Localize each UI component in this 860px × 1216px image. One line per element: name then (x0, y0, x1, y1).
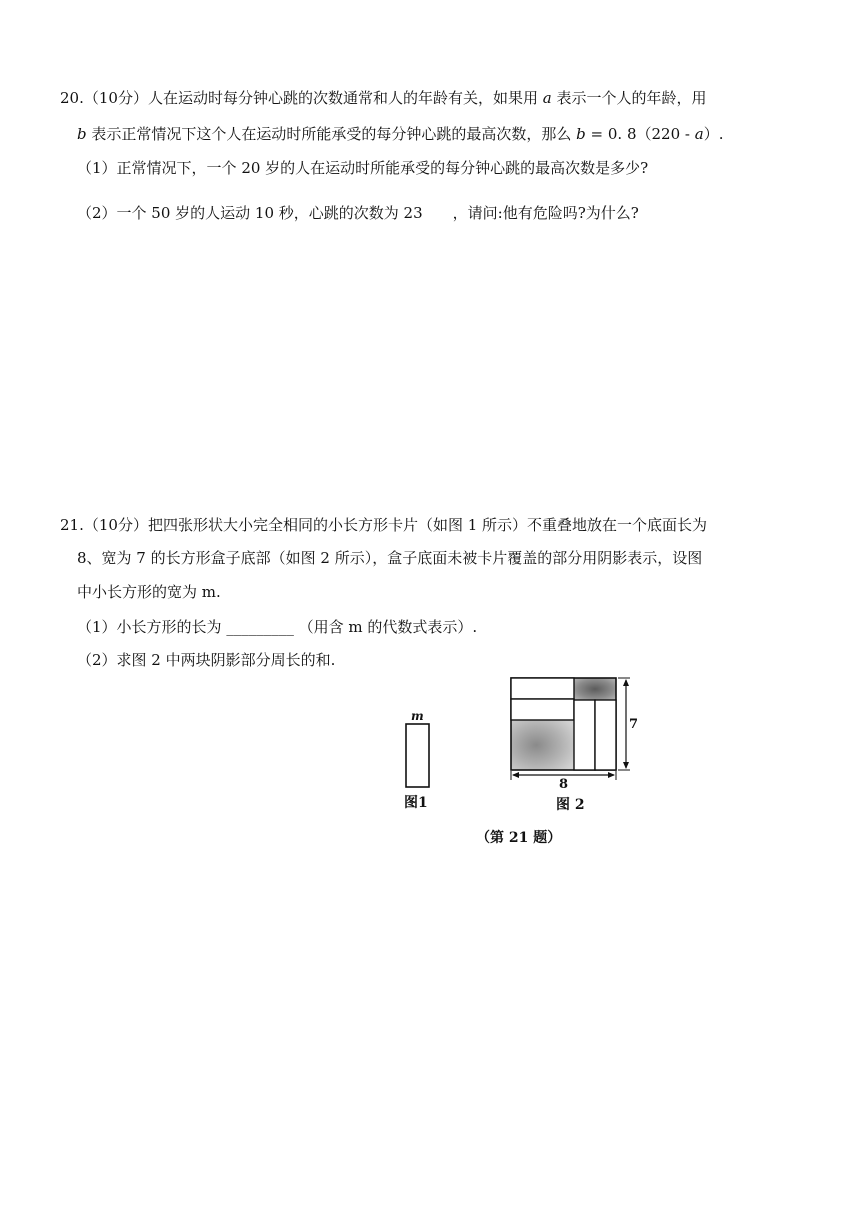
q20-var-b-2: b (576, 125, 586, 143)
answer-blank[interactable]: _________ (226, 618, 294, 636)
q20-formula-post: ）. (703, 125, 724, 143)
fig1-width-label: m (411, 709, 424, 723)
q21-line-3: 中小长方形的宽为 m. (77, 583, 221, 601)
card-horizontal-middle (511, 699, 574, 720)
small-rectangle-card (406, 724, 429, 787)
problem-caption: （第 21 题） (476, 830, 562, 846)
q20-line-1-pre: 20.（10分）人在运动时每分钟心跳的次数通常和人的年龄有关，如果用 (60, 89, 543, 107)
q20-line-2 (77, 124, 723, 144)
figure-21 (0, 670, 860, 870)
q20-part-1: （1）正常情况下，一个 20 岁的人在运动时所能承受的每分钟心跳的最高次数是多少? (77, 159, 649, 177)
width-label: 8 (559, 777, 569, 792)
q21-line-2: 8、宽为 7 的长方形盒子底部（如图 2 所示），盒子底面未被卡片覆盖的部分用阴影表示，设图 (77, 549, 703, 567)
q21-part-1-pre: （1）小长方形的长为 (77, 618, 227, 636)
q20-part-2 (77, 203, 639, 223)
shaded-region-large (511, 720, 574, 770)
q20-line-2-mid: 表示正常情况下这个人在运动时所能承受的每分钟心跳的最高次数，那么 (86, 125, 577, 143)
q21-line-1: 21.（10分）把四张形状大小完全相同的小长方形卡片（如图 1 所示）不重叠地放在一个底面长为 (60, 516, 708, 534)
q20-line-1 (60, 88, 706, 108)
q20-var-b: b (77, 125, 87, 143)
q21-part-2: （2）求图 2 中两块阴影部分周长的和. (77, 651, 336, 669)
card-vertical-right (595, 700, 616, 770)
fig2-caption: 图 2 (556, 797, 585, 813)
q20-formula-pre: = 0. 8（220 - (585, 125, 695, 143)
q20-part-2-post: ，请问:他有危险吗?为什么? (452, 204, 639, 222)
q20-line-1-post: 表示一个人的年龄，用 (551, 89, 707, 107)
card-horizontal-top (511, 678, 574, 699)
fig2 (511, 678, 638, 813)
fig1-caption: 图1 (404, 795, 428, 811)
q21-part-1-post: （用含 m 的代数式表示）. (293, 618, 478, 636)
q20-part-2-pre: （2）一个 50 岁的人运动 10 秒，心跳的次数为 23 (77, 204, 423, 222)
q21-part-1 (77, 617, 477, 637)
card-vertical-left (574, 700, 595, 770)
q20-var-a-2: a (694, 125, 704, 143)
fig1 (404, 709, 429, 811)
height-label: 7 (629, 717, 639, 732)
shaded-region-small (574, 678, 616, 700)
q20-var-a: a (542, 89, 552, 107)
